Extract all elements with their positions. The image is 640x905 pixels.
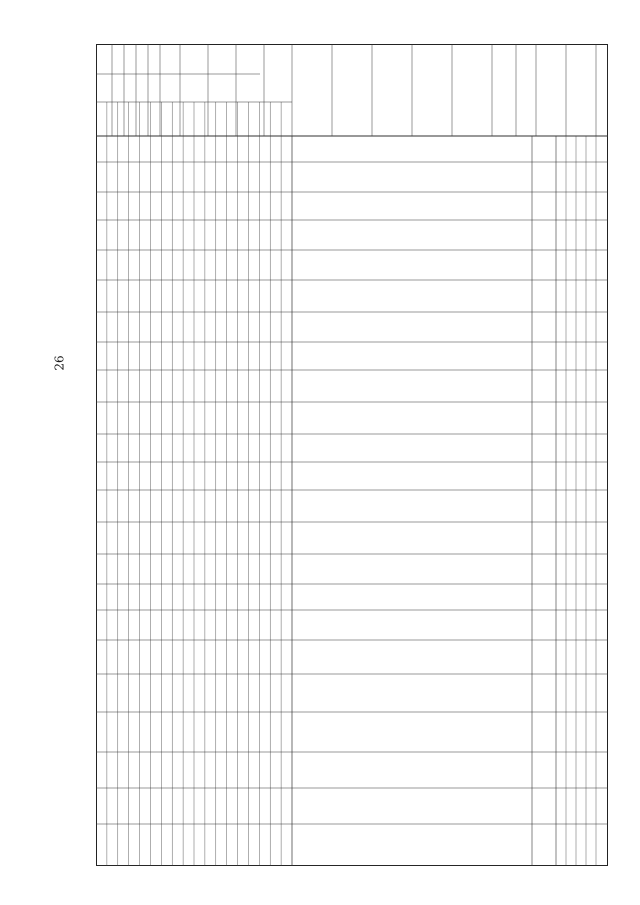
table-grid — [96, 44, 608, 866]
program-indicators-table — [96, 44, 608, 866]
page-number: 26 — [52, 355, 67, 371]
table-border — [97, 45, 608, 866]
